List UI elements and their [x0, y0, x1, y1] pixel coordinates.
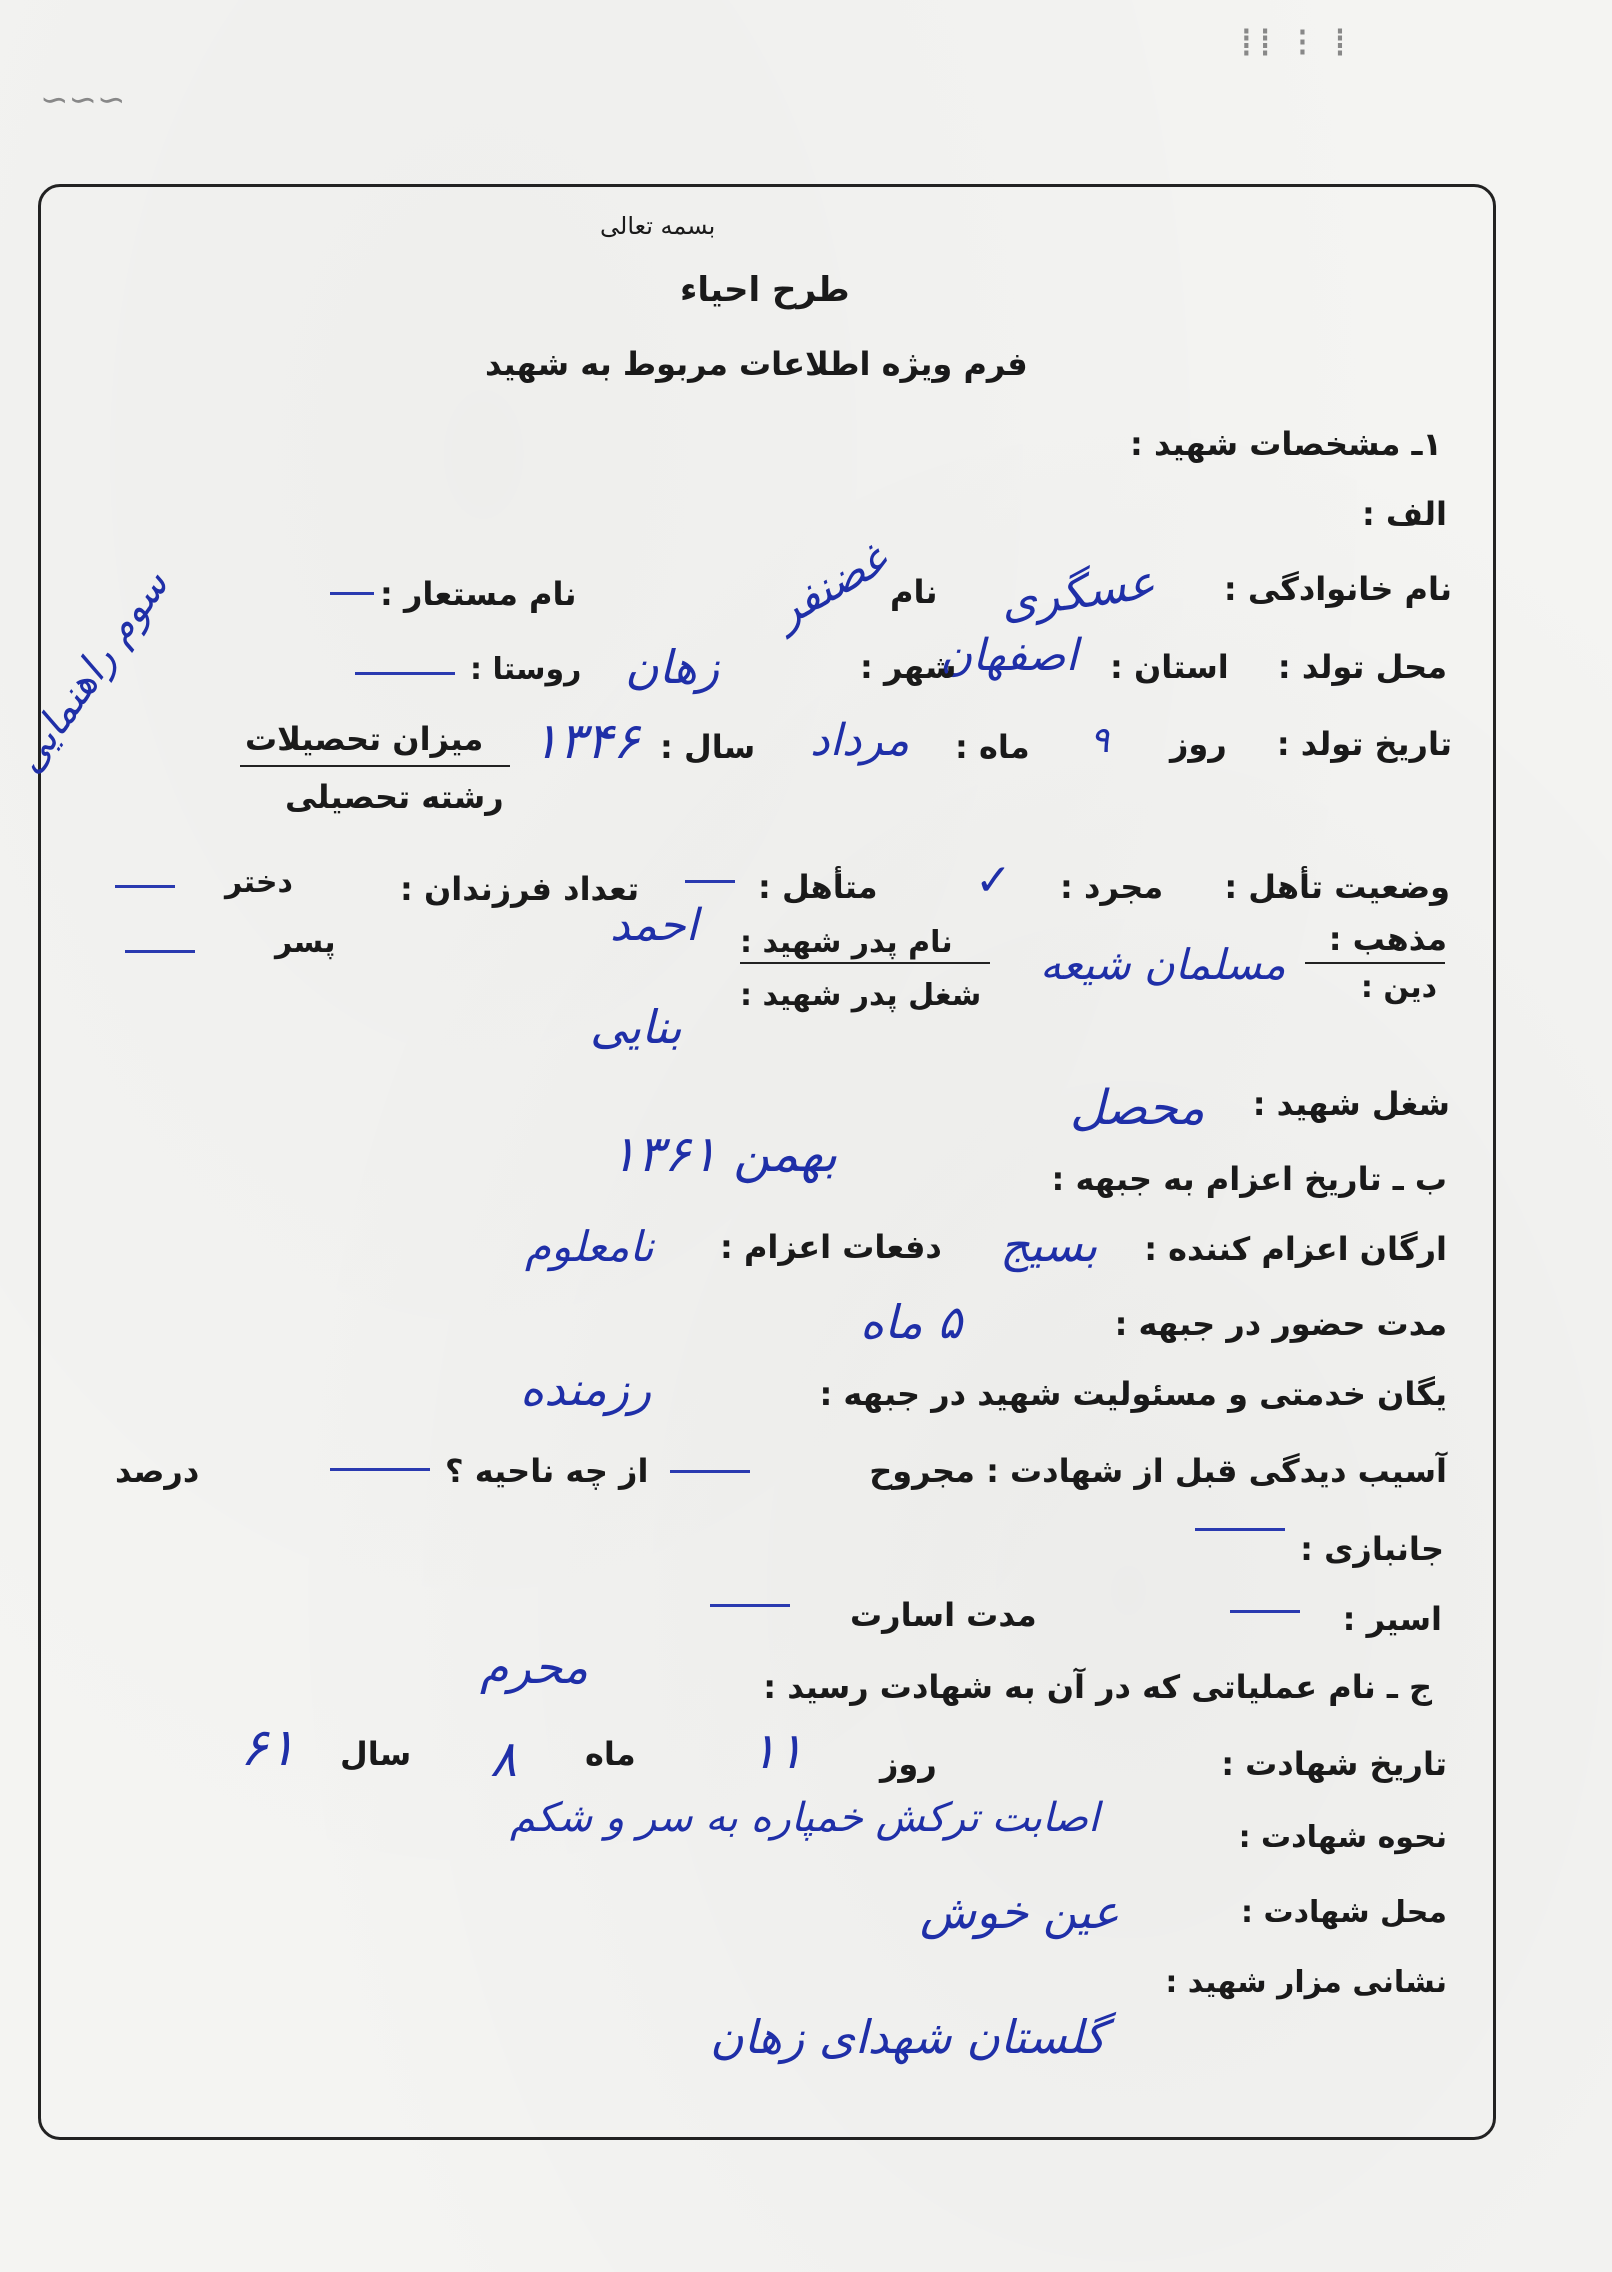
son-dash — [125, 950, 195, 953]
marital-label: وضعیت تأهل : — [1224, 868, 1450, 906]
unit-label: یگان خدمتی و مسئولیت شهید در جبهه : — [819, 1375, 1447, 1413]
dispatch-org-value: بسیج — [1000, 1218, 1098, 1272]
grave-value: گلستان شهدای زهان — [710, 2010, 1107, 2064]
married-dash — [685, 880, 735, 883]
village-label: روستا : — [470, 652, 582, 687]
top-left-scribble: ∽∽∽ — [40, 80, 126, 120]
job-value: محصل — [1070, 1080, 1205, 1136]
alias-label: نام مستعار : — [380, 575, 577, 613]
father-name-underline — [740, 962, 990, 964]
manner-label: نحوه شهادت : — [1238, 1820, 1447, 1855]
martyrdom-day-value: ۱۱ — [750, 1722, 804, 1780]
top-right-scribble: ⁞⁞ ⁝ ⁞ — [1240, 20, 1353, 66]
area-label: از چه ناحیه ؟ — [445, 1452, 649, 1490]
captive-label: اسیر : — [1342, 1600, 1442, 1638]
birth-day-label: روز — [1170, 725, 1227, 763]
city-value: زهان — [625, 640, 720, 694]
veteran-label: جانبازی : — [1300, 1530, 1444, 1568]
single-label: مجرد : — [1060, 868, 1164, 906]
sect-underline — [1305, 962, 1445, 964]
religion-value: مسلمان شیعه — [1040, 940, 1286, 989]
martyrdom-day-label: روز — [880, 1745, 937, 1783]
martyrdom-year-label: سال — [340, 1735, 412, 1773]
dispatch-count-value: نامعلوم — [525, 1222, 654, 1271]
religion-label: دین : — [1360, 970, 1437, 1005]
province-label: استان : — [1110, 648, 1229, 686]
injury-dash — [670, 1470, 750, 1473]
martyrdom-year-value: ۶۱ — [240, 1718, 296, 1778]
duration-label: مدت حضور در جبهه : — [1114, 1305, 1447, 1343]
birth-month-value: مرداد — [810, 715, 910, 766]
job-label: شغل شهید : — [1252, 1085, 1450, 1123]
daughter-dash — [115, 885, 175, 888]
daughter-label: دختر — [225, 865, 293, 900]
birth-year-value: ۱۳۴۶ — [532, 712, 640, 770]
city-label: شهر : — [860, 648, 957, 686]
father-job-label: شغل پدر شهید : — [740, 978, 982, 1013]
education-label: میزان تحصیلات — [245, 720, 484, 758]
captivity-duration-dash — [710, 1604, 790, 1607]
education-field-label: رشته تحصیلی — [285, 778, 504, 816]
sect-label: مذهب : — [1328, 920, 1447, 958]
birth-day-value: ۹ — [1090, 720, 1110, 761]
children-label: تعداد فرزندان : — [400, 870, 640, 908]
injury-label: آسیب دیدگی قبل از شهادت : مجروح — [869, 1452, 1447, 1490]
birthdate-label: تاریخ تولد : — [1276, 725, 1452, 763]
place-value: عین خوش — [920, 1885, 1120, 1939]
married-label: متأهل : — [758, 868, 878, 906]
alias-dash — [330, 592, 374, 595]
operation-value: محرم — [480, 1640, 589, 1694]
son-label: پسر — [275, 925, 336, 960]
place-label: محل شهادت : — [1241, 1895, 1447, 1930]
part-alef: الف : — [1361, 495, 1447, 533]
form-title: فرم ویژه اطلاعات مربوط به شهید — [485, 345, 1028, 383]
captive-dash — [1230, 1610, 1300, 1613]
last-name-label: نام خانوادگی : — [1223, 570, 1452, 608]
dispatch-org-label: ارگان اعزام کننده : — [1144, 1230, 1447, 1268]
first-name-label: نام — [890, 573, 938, 611]
martyrdom-month-value: ۸ — [490, 1730, 517, 1788]
dispatch-date-label: ب ـ تاریخ اعزام به جبهه : — [1051, 1160, 1447, 1198]
basmala: بسمه تعالی — [600, 212, 716, 240]
unit-value: رزمنده — [520, 1362, 652, 1416]
section1-heading: ۱ـ مشخصات شهید : — [1130, 425, 1442, 463]
birth-month-label: ماه : — [955, 728, 1030, 766]
first-name-value: غضنفر — [765, 533, 896, 638]
province-value: اصفهان — [940, 630, 1078, 681]
father-name-label: نام پدر شهید : — [740, 925, 953, 960]
father-job-value: بنایی — [590, 1000, 682, 1054]
education-divider — [240, 765, 510, 767]
single-value: ✓ — [975, 855, 1012, 906]
manner-value: اصابت ترکش خمپاره به سر و شکم — [510, 1795, 1100, 1841]
duration-value: ۵ ماه — [860, 1295, 963, 1349]
education-value: سوم راهنمایی — [5, 562, 178, 782]
birth-year-label: سال : — [660, 728, 756, 766]
operation-label: ج ـ نام عملیاتی که در آن به شهادت رسید : — [763, 1668, 1432, 1706]
martyrdom-date-label: تاریخ شهادت : — [1221, 1745, 1447, 1783]
birthplace-label: محل تولد : — [1277, 648, 1447, 686]
veteran-dash — [1195, 1528, 1285, 1531]
village-dash — [355, 672, 455, 675]
captivity-duration-label: مدت اسارت — [850, 1596, 1037, 1634]
martyrdom-month-label: ماه — [585, 1735, 636, 1773]
father-name-value: احمد — [610, 900, 698, 951]
grave-label: نشانی مزار شهید : — [1165, 1965, 1447, 2000]
last-name-value: عسگری — [996, 554, 1159, 630]
area-dash — [330, 1468, 430, 1471]
dispatch-count-label: دفعات اعزام : — [720, 1228, 942, 1266]
plan-title: طرح احیاء — [680, 270, 850, 310]
dispatch-date-value: بهمن ۱۳۶۱ — [610, 1125, 838, 1183]
percent-label: درصد — [115, 1452, 200, 1490]
